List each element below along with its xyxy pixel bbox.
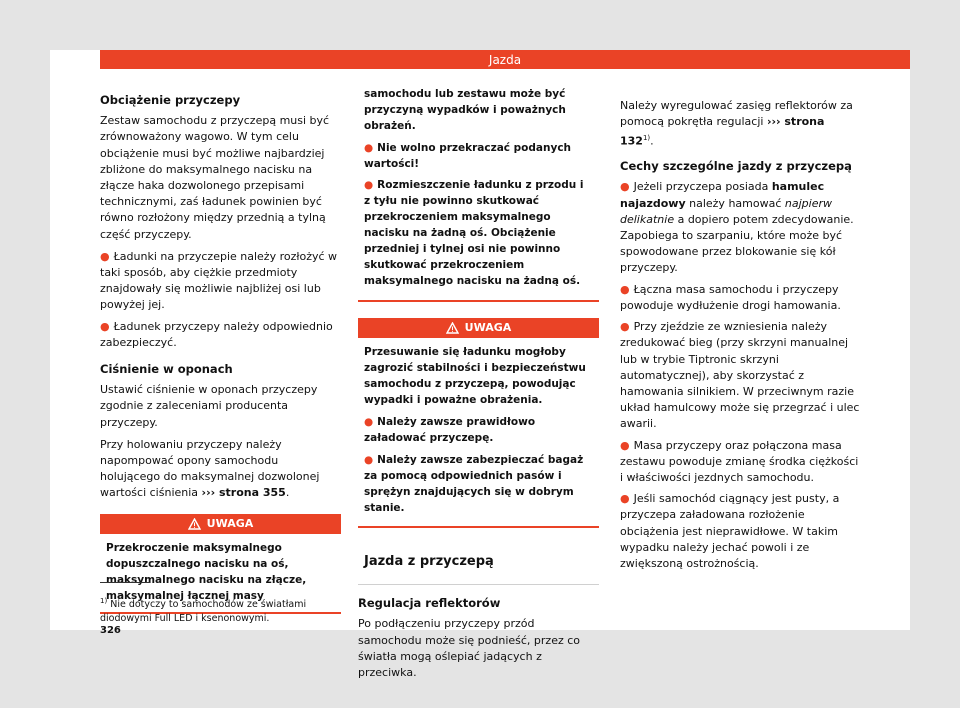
bullet-icon: ●	[100, 249, 110, 263]
bullet-icon: ●	[100, 319, 110, 333]
chapter-header	[100, 50, 910, 69]
section-divider	[358, 584, 599, 585]
bullet-item: ● Jeżeli przyczepa posiada hamulec najazdowy należy hamować najpierw delikatnie a dopiero potem zdecydowanie. Zapobiega to szarpaniu, które może być spowodowane przez blokowanie się kół przyczepy.	[620, 180, 854, 275]
bullet-icon: ●	[364, 416, 374, 428]
heading-towing-features: Cechy szczególne jazdy z przyczepą	[620, 159, 852, 174]
warning-bullet: ● Nie wolno przekraczać podanych wartości!	[364, 142, 572, 170]
warning-text: samochodu lub zestawu może być przyczyną wypadków i poważnych obrażeń.	[364, 88, 566, 132]
column-middle	[358, 82, 599, 687]
bullet-item: ● Ładunki na przyczepie należy rozłożyć w taki sposób, aby ciężkie przedmioty znajdowały się możliwie najbliżej osi lub powyżej jej.	[100, 249, 338, 312]
bullet-icon: ●	[620, 180, 630, 194]
warning-header: UWAGA	[358, 318, 599, 338]
heading-tire-pressure: Ciśnienie w oponach	[100, 362, 233, 377]
column-right	[620, 98, 861, 577]
bullet-icon: ●	[620, 282, 630, 296]
paragraph-tire: Ustawić ciśnienie w oponach przyczepy zgodnie z zaleceniami producenta przyczepy.	[100, 383, 318, 429]
paragraph-headlight-adjust: Należy wyregulować zasięg reflektorów za pomocą pokrętła regulacji ››› strona 132$^{1)}$.	[620, 99, 853, 149]
page-reference-link[interactable]: ››› strona 355	[201, 486, 286, 500]
bullet-icon: ●	[620, 320, 630, 334]
warning-text: Przekroczenie maksymalnego dopuszczalnego nacisku na oś, maksymalnego nacisku na złącze, maksymalnej łącznej masy	[106, 541, 307, 602]
bullet-item: ● Przy zjeździe ze wzniesienia należy zredukować bieg (przy skrzyni manualnej lub w trybie Tiptronic skrzyni automatycznej), aby skorzystać z hamowania silnikiem. W przeciwnym razie układ hamulcowy może się przegrzać i ulec awarii.	[620, 320, 860, 431]
paragraph-headlights: Po podłączeniu przyczepy przód samochodu może się podnieść, przez co światła mogą oślepiać jadących z przeciwka.	[358, 617, 581, 680]
warning-text: Przesuwanie się ładunku mogłoby zagrozić stabilności i bezpieczeństwu samochodu z przyczepą, powodując wypadki i poważne obrażenia.	[364, 346, 586, 406]
paragraph-tire-towing: Przy holowaniu przyczepy należy napompować opony samochodu holującego do maksymalnej dozwolonej wartości ciśnienia ››› strona 355.	[100, 437, 320, 500]
warning-bullet: ● Należy zawsze prawidłowo załadować przyczepę.	[364, 416, 536, 444]
warning-bullet: ● Rozmieszczenie ładunku z przodu i z tyłu nie powinno skutkować przekroczeniem maksymalnego nacisku na żadną oś. Obciążenie przedniej i tylnej osi nie powinno skutkować przekroczeniem maksymalnego nacisku na żadną oś.	[364, 179, 584, 287]
page-number: 326	[100, 625, 121, 636]
heading-headlights: Regulacja reflektorów	[358, 596, 501, 611]
footnote-divider	[100, 582, 150, 583]
column-left	[100, 92, 341, 614]
bullet-icon: ●	[364, 142, 374, 154]
section-title: Jazda z przyczepą	[364, 554, 494, 569]
warning-box	[358, 318, 599, 528]
bullet-icon: ●	[364, 179, 374, 191]
bullet-icon: ●	[620, 438, 630, 452]
bullet-item: ● Masa przyczepy oraz połączona masa zestawu powoduje zmianę środka ciężkości i właściwości jezdnych samochodu.	[620, 438, 859, 484]
page-reference-link[interactable]: ››› strona 132	[620, 115, 825, 149]
warning-icon	[188, 518, 201, 530]
bullet-item: ● Łączna masa samochodu i przyczepy powoduje wydłużenie drogi hamowania.	[620, 282, 841, 312]
warning-icon	[446, 322, 459, 334]
chapter-title: Jazda	[488, 52, 522, 67]
warning-bullet: ● Należy zawsze zabezpieczać bagaż za pomocą odpowiednich pasów i sprężyn znajdujących się w dobrym stanie.	[364, 454, 584, 514]
manual-page	[50, 50, 910, 680]
heading-load: Obciążenie przyczepy	[100, 93, 241, 107]
footnote-marker: 1)	[642, 134, 651, 143]
footnote: $^{1)}$ Nie dotyczy to samochodów ze światłami diodowymi Full LED i ksenonowymi.	[100, 597, 307, 625]
bullet-item: ● Ładunek przyczepy należy odpowiednio zabezpieczyć.	[100, 319, 333, 349]
warning-box-continued	[358, 86, 599, 302]
bullet-item: ● Jeśli samochód ciągnący jest pusty, a przyczepa załadowana rozłożenie obciążenia jest nieprawidłowe. W takim wypadku należy jechać powoli i ze zwiększoną ostrożnością.	[620, 492, 840, 570]
bullet-icon: ●	[620, 492, 630, 506]
bullet-icon: ●	[364, 454, 374, 466]
warning-header: UWAGA	[100, 514, 341, 534]
paragraph-load: Zestaw samochodu z przyczepą musi być zrównoważony wagowo. W tym celu obciążenie musi być możliwe najbardziej zbliżone do maksymalnego nacisku na złącze haka dozwolonego przepisami technicznymi, zaś ładunek powinien być równo rozłożony między przednią a tylną część przyczepy.	[100, 114, 330, 241]
